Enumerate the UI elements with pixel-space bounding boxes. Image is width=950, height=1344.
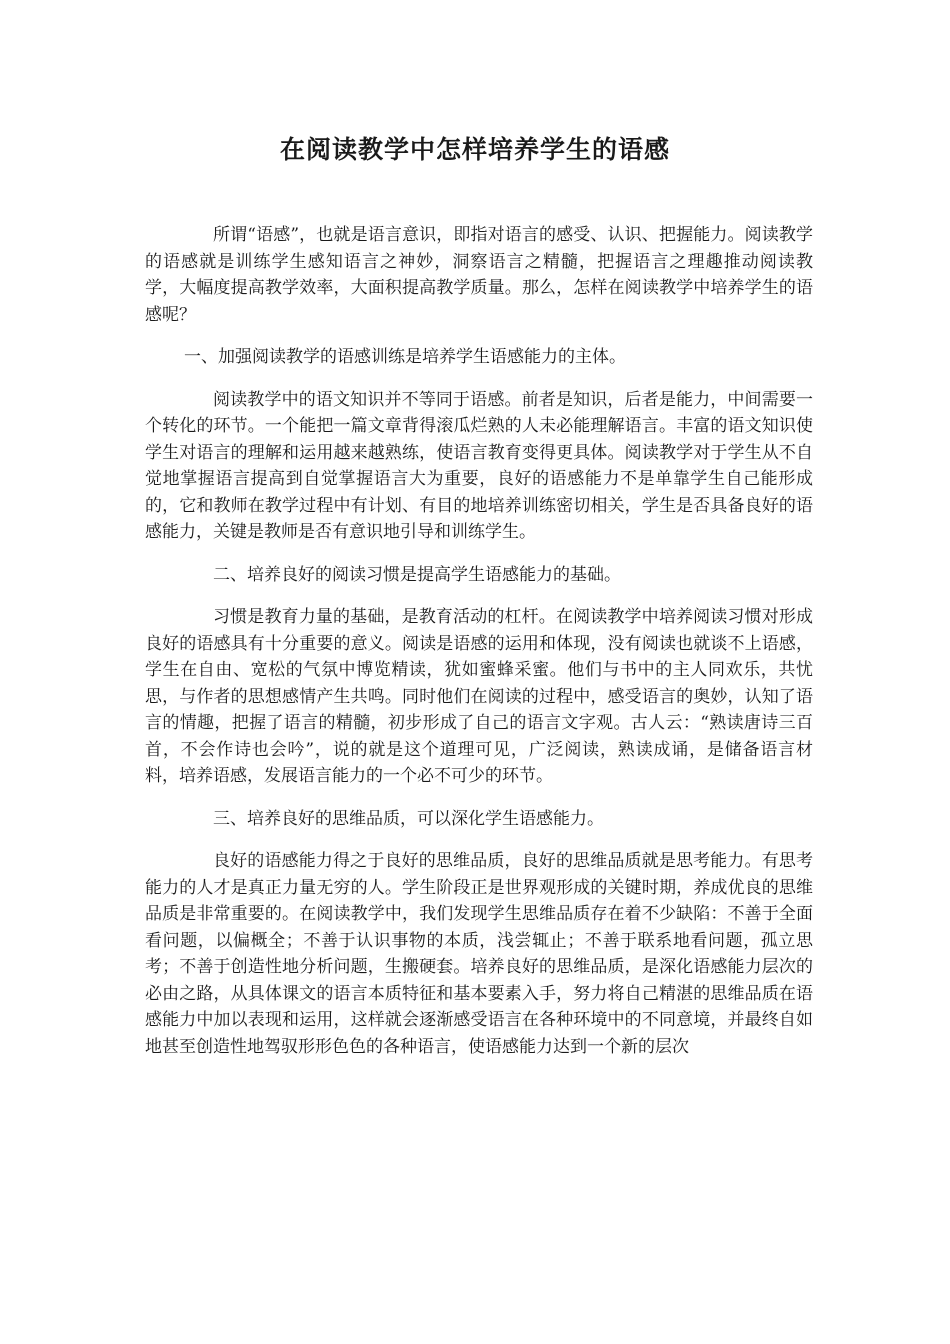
section-heading-3: 三、培养良好的思维品质，可以深化学生语感能力。 <box>213 808 604 829</box>
section-3-paragraph: 良好的语感能力得之于良好的思维品质，良好的思维品质就是思考能力。有思考能力的人才是真正力量无穷的人。学生阶段正是世界观形成的关键时期，养成优良的思维品质是非常重要的。在阅读教学中，我们发现学生思维品质存在着不少缺陷：不善于全面看问题，以偏概全；不善于认识事物的本质，浅尝辄止；不善于联系地看问题，孤立思考；不善于创造性地分析问题，生搬硬套。培养良好的思维品质，是深化语感能力层次的必由之路，从具体课文的语言本质特征和基本要素入手，努力将自己精湛的思维品质在语感能力中加以表现和运用，这样就会逐渐感受语言在各种环境中的不同意境，并最终自如地甚至创造性地驾驭形形色色的各种语言，使语感能力达到一个新的层次 <box>145 851 813 1057</box>
document-title: 在阅读教学中怎样培养学生的语感 <box>279 135 670 164</box>
section-1-paragraph: 阅读教学中的语文知识并不等同于语感。前者是知识，后者是能力，中间需要一个转化的环节。一个能把一篇文章背得滚瓜烂熟的人未必能理解语言。丰富的语文知识使学生对语言的理解和运用越来越熟练，使语言教育变得更具体。阅读教学对于学生从不自觉地掌握语言提高到自觉掌握语言大为重要，良好的语感能力不是单靠学生自己能形成的，它和教师在教学过程中有计划、有目的地培养训练密切相关，学生是否具备良好的语感能力，关键是教师是否有意识地引导和训练学生。 <box>145 389 813 542</box>
section-heading-2: 二、培养良好的阅读习惯是提高学生语感能力的基础。 <box>213 564 621 585</box>
section-heading-1: 一、加强阅读教学的语感训练是培养学生语感能力的主体。 <box>184 347 626 367</box>
section-2-paragraph: 习惯是教育力量的基础，是教育活动的杠杆。在阅读教学中培养阅读习惯对形成良好的语感具有十分重要的意义。阅读是语感的运用和体现，没有阅读也就谈不上语感，学生在自由、宽松的气氛中博览精读，犹如蜜蜂采蜜。他们与书中的主人同欢乐，共忧思，与作者的思想感情产生共鸣。同时他们在阅读的过程中，感受语言的奥妙，认知了语言的情趣，把握了语言的精髓，初步形成了自己的语言文字观。古人云：“熟读唐诗三百首，不会作诗也会吟”，说的就是这个道理可见，广泛阅读，熟读成诵，是储备语言材料，培养语感，发展语言能力的一个必不可少的环节。 <box>145 607 813 786</box>
document-body <box>145 222 830 1060</box>
intro-paragraph: 所谓“语感”，也就是语言意识，即指对语言的感受、认识、把握能力。阅读教学的语感就是训练学生感知语言之神妙，洞察语言之精髓，把握语言之理趣推动阅读教 学，大幅度提高教学效率，大面积提高教学质量。那么，怎样在阅读教学中培养学生的语感呢？ <box>145 225 830 325</box>
